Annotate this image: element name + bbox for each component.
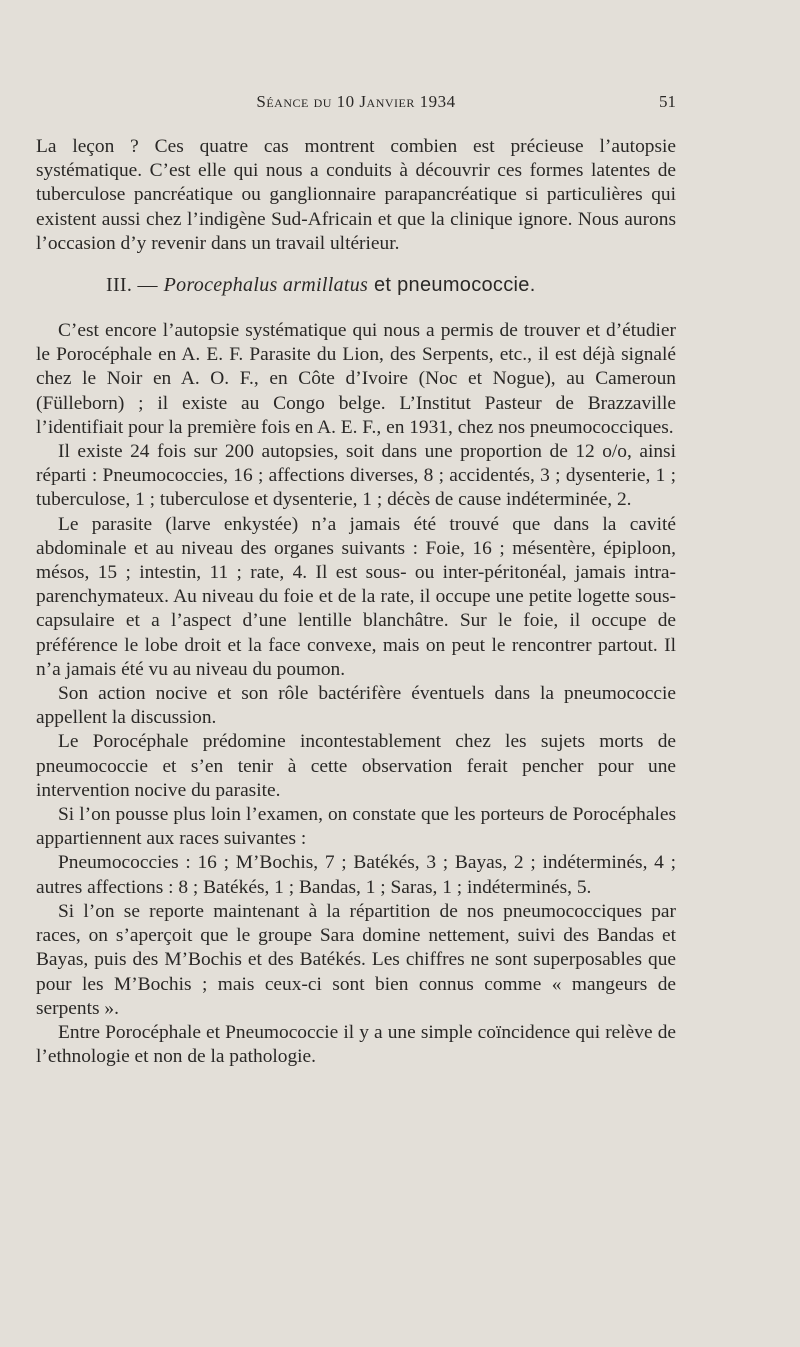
paragraph-3: Il existe 24 fois sur 200 autopsies, soit dans une proportion de 12 o/o, ainsi réparti : Pneumococcies, 16 ; affections diverses, 8 ; accidentés, 3 ; dysenterie, 1 ; tuberculose, 1 ; tuberculose et dysenterie, 1 ; décès de cause indéterminée, 2. xyxy=(36,441,676,511)
paragraph-8: Pneumococcies : 16 ; M’Bochis, 7 ; Batékés, 3 ; Bayas, 2 ; indéterminés, 4 ; autres affections : 8 ; Batékés, 1 ; Bandas, 1 ; Saras, 1 ; indéterminés, 5. xyxy=(36,852,676,898)
section-genus: Porocephalus armillatus xyxy=(163,274,369,297)
paragraph-6: Le Porocéphale prédomine incontestablement chez les sujets morts de pneumococcie et s’en tenir à cette observation ferait pencher pour une intervention nocive du parasite. xyxy=(36,731,676,801)
section-rest: et pneumococcie. xyxy=(374,274,536,297)
page-number: 51 xyxy=(659,92,676,111)
paragraph-7: Si l’on pousse plus loin l’examen, on constate que les porteurs de Porocéphales appartiennent aux races suivantes : xyxy=(36,804,676,850)
running-title: Séance du 10 Janvier 1934 xyxy=(256,92,456,111)
page-body xyxy=(36,135,676,1069)
section-heading xyxy=(36,274,676,297)
running-header xyxy=(36,92,676,120)
section-number: III. — xyxy=(106,274,158,297)
paragraph-5: Son action nocive et son rôle bactérifère éventuels dans la pneumococcie appellent la discussion. xyxy=(36,683,676,729)
paragraph-9: Si l’on se reporte maintenant à la répartition de nos pneumococciques par races, on s’aperçoit que le groupe Sara domine nettement, suivi des Bandas et Bayas, puis des M’Bochis et des Batékés. Les chiffres ne sont superposables que pour les M’Bochis ; mais ceux-ci sont bien connus comme « mangeurs de serpents ». xyxy=(36,900,676,1019)
paragraph-2: C’est encore l’autopsie systématique qui nous a permis de trouver et d’étudier le Porocéphale en A. E. F. Parasite du Lion, des Serpents, etc., il est déjà signalé chez le Noir en A. O. F., en Côte d’Ivoire (Noc et Nogue), au Cameroun (Fülleborn) ; il existe au Congo belge. L’Institut Pasteur de Brazzaville l’identifiait pour la première fois en A. E. F., en 1931, chez nos pneumococciques. xyxy=(36,320,676,438)
paragraph-1: La leçon ? Ces quatre cas montrent combien est précieuse l’autopsie systématique. C’est elle qui nous a conduits à découvrir ces formes latentes de tuberculose pancréatique ou ganglionnaire parapancréatique si particulières qui existent aussi chez l’indigène Sud-Africain et que la clinique ignore. Nous aurons l’occasion d’y revenir dans un travail ultérieur. xyxy=(36,136,676,254)
paragraph-10: Entre Porocéphale et Pneumococcie il y a une simple coïncidence qui relève de l’ethnologie et non de la pathologie. xyxy=(36,1021,676,1068)
paragraph-4: Le parasite (larve enkystée) n’a jamais été trouvé que dans la cavité abdominale et au niveau des organes suivants : Foie, 16 ; mésentère, épiploon, mésos, 15 ; intestin, 11 ; rate, 4. Il est sous- ou inter-péritonéal, jamais intra-parenchymateux. Au niveau du foie et de la rate, il occupe une petite logette sous-capsulaire et a l’aspect d’une lentille blanchâtre. Sur le foie, il occupe de préférence le lobe droit et la face convexe, mais on peut le rencontrer partout. Il n’a jamais été vu au niveau du poumon. xyxy=(36,513,676,680)
